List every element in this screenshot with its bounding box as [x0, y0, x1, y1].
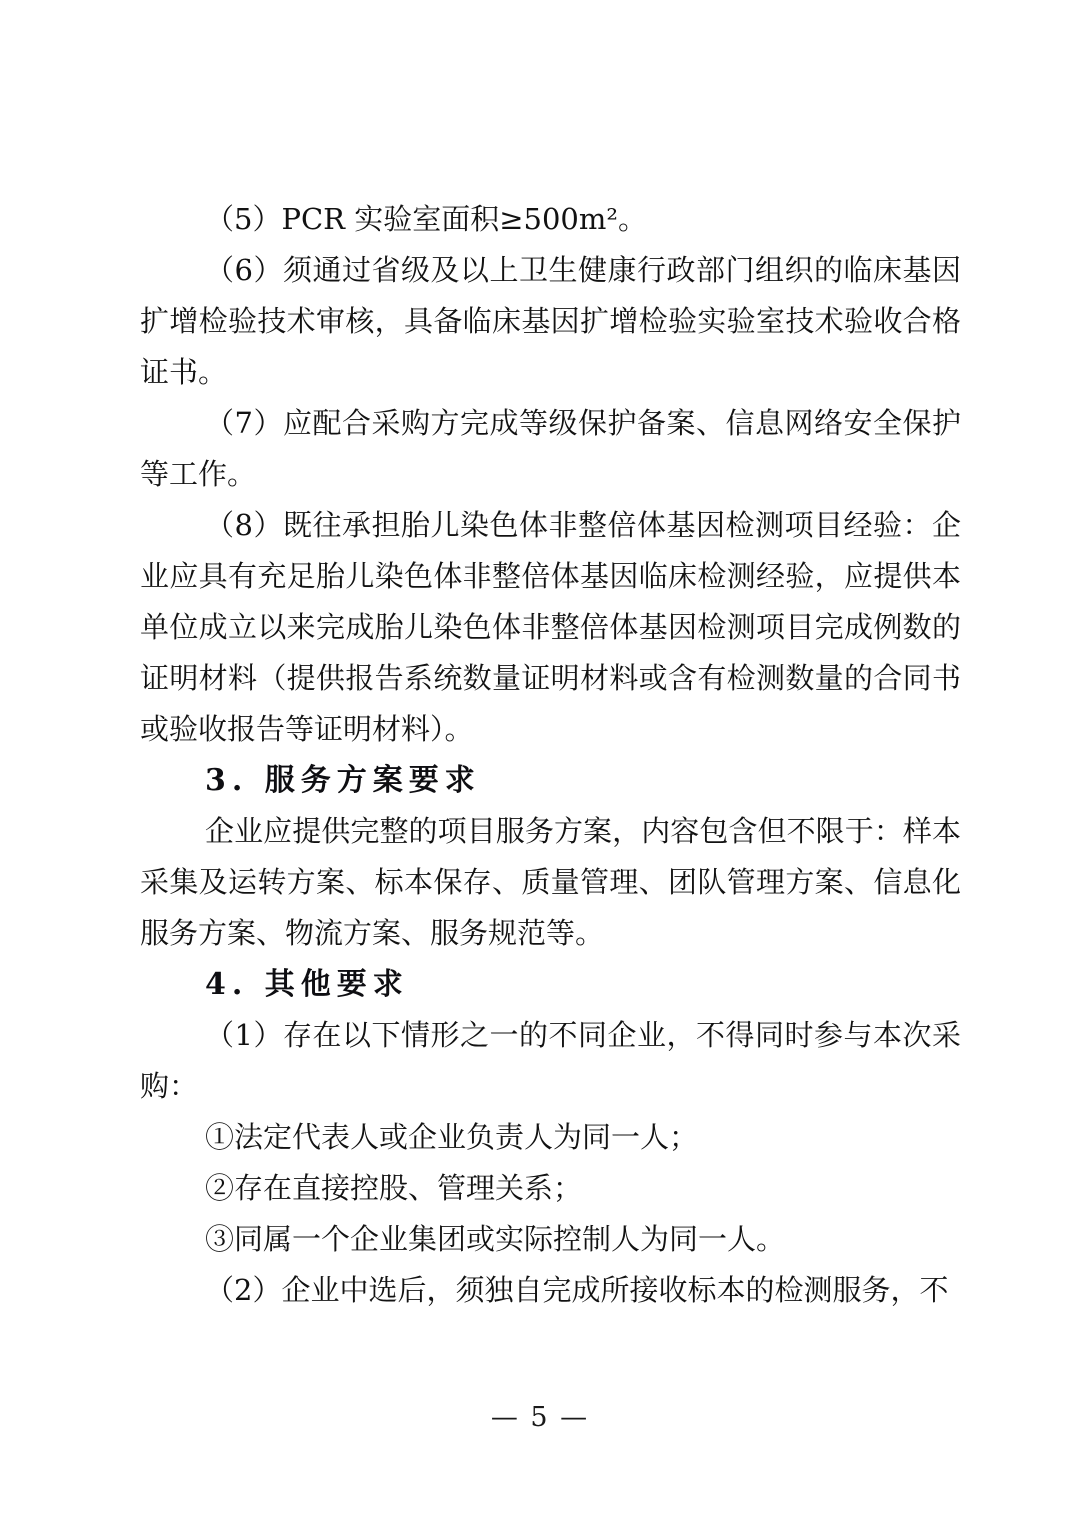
page-footer [0, 1402, 1080, 1433]
heading-4-other-requirements: 4. 其他要求 [205, 967, 409, 1002]
para-2-independent-testing: （2）企业中选后，须独自完成所接收标本的检测服务，不 [205, 1273, 949, 1307]
list-item-2-holding-relationship: ②存在直接控股、管理关系； [205, 1171, 583, 1205]
para-6-gene-amplification-cert: （6）须通过省级及以上卫生健康行政部门组织的临床基因扩增检验技术审核，具备临床基因扩增检验实验室技术验收合格证书。 [140, 253, 961, 389]
page-number: — 5 — [490, 1402, 590, 1433]
para-8-nipt-experience: （8）既往承担胎儿染色体非整倍体基因检测项目经验：企业应具有充足胎儿染色体非整倍体基因临床检测经验，应提供本单位成立以来完成胎儿染色体非整倍体基因检测项目完成例数的证明材料（提供报告系统数量证明材料或含有检测数量的合同书或验收报告等证明材料）。 [140, 508, 961, 746]
heading-3-service-plan: 3. 服务方案要求 [205, 763, 481, 798]
para-5-pcr-area: （5）PCR 实验室面积≥500m²。 [205, 202, 647, 236]
document-body [140, 194, 961, 1316]
list-item-3-same-group: ③同属一个企业集团或实际控制人为同一人。 [205, 1222, 786, 1256]
list-item-1-legal-representative: ①法定代表人或企业负责人为同一人； [205, 1120, 699, 1154]
para-7-security-protection: （7）应配合采购方完成等级保护备案、信息网络安全保护等工作。 [140, 406, 961, 491]
para-service-plan-content: 企业应提供完整的项目服务方案，内容包含但不限于：样本采集及运转方案、标本保存、质量管理、团队管理方案、信息化服务方案、物流方案、服务规范等。 [140, 814, 961, 950]
para-1-restricted-enterprises: （1）存在以下情形之一的不同企业，不得同时参与本次采购： [140, 1018, 961, 1103]
